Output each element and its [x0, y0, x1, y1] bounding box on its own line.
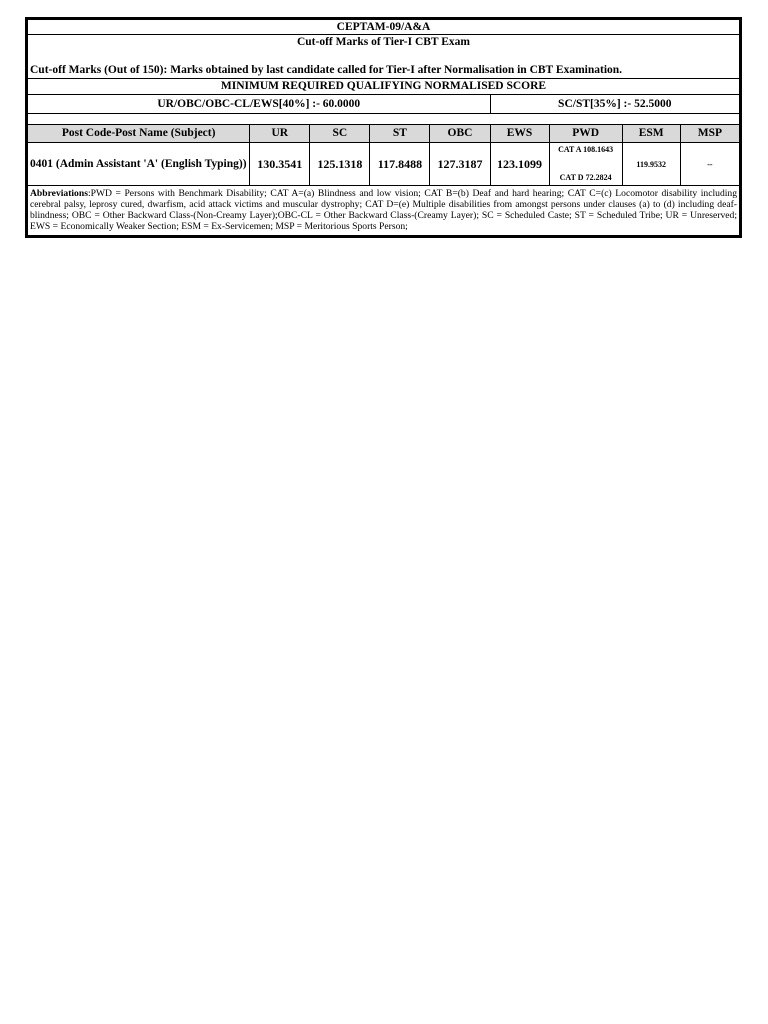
pwd-cat-d: CAT D 72.2824 — [559, 173, 612, 182]
cell-ews: 123.1099 — [490, 143, 549, 186]
table-header-row — [28, 125, 740, 143]
column-header-esm: ESM — [622, 125, 680, 143]
column-header-msp: MSP — [680, 125, 739, 143]
cell-sc: 125.1318 — [310, 143, 370, 186]
cell-msp: -- — [680, 143, 739, 186]
column-header-obc: OBC — [430, 125, 490, 143]
column-header-st: ST — [370, 125, 430, 143]
abbreviations-note — [28, 186, 740, 236]
cell-obc: 127.3187 — [430, 143, 490, 186]
pwd-cat-a: CAT A 108.1643 — [558, 145, 614, 154]
cutoff-table — [27, 19, 740, 236]
pass-mark-scst: SC/ST[35%] :- 52.5000 — [490, 95, 739, 114]
cutoff-sheet — [25, 17, 742, 238]
column-header-sc: SC — [310, 125, 370, 143]
abbreviations-label: Abbreviations — [30, 188, 88, 199]
cell-ur: 130.3541 — [250, 143, 310, 186]
spacer-row — [28, 114, 740, 125]
cell-post-name: 0401 (Admin Assistant 'A' (English Typing)) — [28, 143, 250, 186]
column-header-ews: EWS — [490, 125, 549, 143]
table-row — [28, 143, 740, 186]
abbreviations-text: :PWD = Persons with Benchmark Disability; CAT A=(a) Blindness and low vision; CAT B=(b) Deaf and hard hearing; CAT C=(c) Locomotor disability including cerebral palsy, leprosy cured, dwarfism, acid attack victims and muscular dystrophy; CAT D=(e) Multiple disabilities from amongst persons under clauses (a) to (d) including deaf-blindness; OBC = Other Backward Class-(Non-Creamy Layer);OBC-CL = Other Backward Class-(Creamy Layer); SC = Scheduled Caste; ST = Scheduled Tribe; UR = Unreserved; EWS = Economically Weaker Section; ESM = Ex-Servicemen; MSP = Meritorious Sports Person; — [30, 188, 737, 232]
pass-mark-general: UR/OBC/OBC-CL/EWS[40%] :- 60.0000 — [28, 95, 491, 114]
column-header-ur: UR — [250, 125, 310, 143]
cell-st: 117.8488 — [370, 143, 430, 186]
cell-esm: 119.9532 — [622, 143, 680, 186]
column-header-pwd: PWD — [549, 125, 622, 143]
min-score-heading: MINIMUM REQUIRED QUALIFYING NORMALISED SCORE — [28, 79, 740, 95]
cell-pwd — [549, 143, 622, 186]
document-subtitle: Cut-off Marks of Tier-I CBT Exam — [28, 35, 740, 50]
column-header-post: Post Code-Post Name (Subject) — [28, 125, 250, 143]
document-title: CEPTAM-09/A&A — [28, 20, 740, 35]
cutoff-description: Cut-off Marks (Out of 150): Marks obtained by last candidate called for Tier-I after Normalisation in CBT Examination. — [28, 49, 740, 79]
